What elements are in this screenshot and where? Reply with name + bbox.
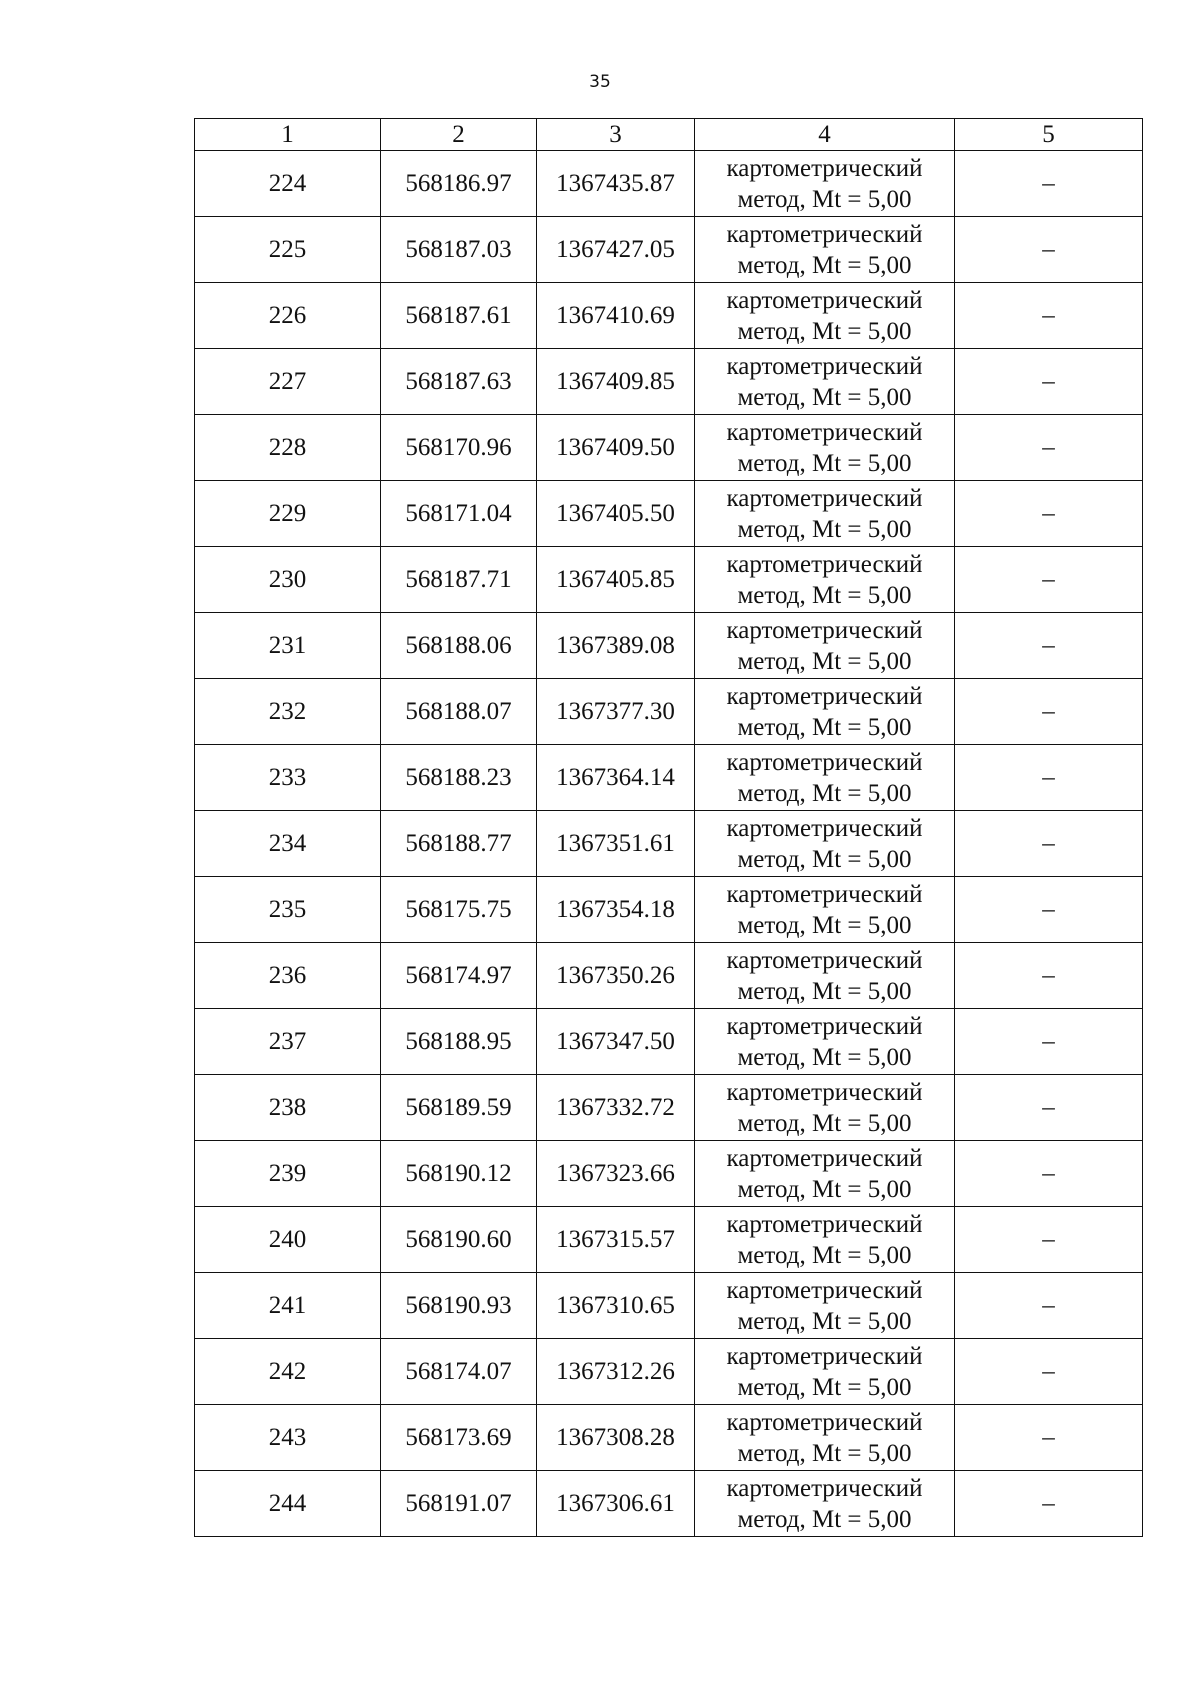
method-line-1: картометрический [726,946,923,974]
y-coordinate-cell: 1367389.08 [537,613,695,679]
y-coordinate-cell: 1367323.66 [537,1141,695,1207]
x-coordinate-cell: 568188.23 [381,745,537,811]
method-line-2: метод, Mt = 5,00 [737,1439,912,1467]
method-line-2: метод, Mt = 5,00 [737,1373,912,1401]
table-row [195,1075,1143,1141]
x-coordinate-cell: 568188.95 [381,1009,537,1075]
method-line-1: картометрический [726,286,923,314]
table-row [195,1471,1143,1537]
table-row [195,745,1143,811]
point-number-cell: 234 [195,811,381,877]
method-line-1: картометрический [726,814,923,842]
method-line-1: картометрический [726,616,923,644]
point-number-cell: 243 [195,1405,381,1471]
method-cell [695,1405,955,1471]
method-cell [695,283,955,349]
y-coordinate-cell: 1367410.69 [537,283,695,349]
x-coordinate-cell: 568187.63 [381,349,537,415]
note-cell: – [955,283,1143,349]
table-row [195,547,1143,613]
method-line-1: картометрический [726,1342,923,1370]
method-cell [695,1273,955,1339]
x-coordinate-cell: 568175.75 [381,877,537,943]
method-line-1: картометрический [726,880,923,908]
method-line-1: картометрический [726,682,923,710]
y-coordinate-cell: 1367350.26 [537,943,695,1009]
point-number-cell: 241 [195,1273,381,1339]
y-coordinate-cell: 1367312.26 [537,1339,695,1405]
method-line-2: метод, Mt = 5,00 [737,713,912,741]
method-line-2: метод, Mt = 5,00 [737,779,912,807]
method-cell [695,415,955,481]
method-cell [695,943,955,1009]
method-line-2: метод, Mt = 5,00 [737,251,912,279]
note-cell: – [955,217,1143,283]
table-row [195,283,1143,349]
table-header [195,119,1143,151]
column-header-3: 3 [537,119,695,151]
method-line-1: картометрический [726,1210,923,1238]
point-number-cell: 238 [195,1075,381,1141]
y-coordinate-cell: 1367405.50 [537,481,695,547]
note-cell: – [955,811,1143,877]
method-line-1: картометрический [726,352,923,380]
y-coordinate-cell: 1367405.85 [537,547,695,613]
x-coordinate-cell: 568191.07 [381,1471,537,1537]
note-cell: – [955,349,1143,415]
table-row [195,1339,1143,1405]
method-cell [695,1141,955,1207]
point-number-cell: 240 [195,1207,381,1273]
note-cell: – [955,1009,1143,1075]
method-cell [695,811,955,877]
note-cell: – [955,1075,1143,1141]
method-cell [695,613,955,679]
method-line-2: метод, Mt = 5,00 [737,317,912,345]
method-cell [695,1075,955,1141]
point-number-cell: 231 [195,613,381,679]
y-coordinate-cell: 1367332.72 [537,1075,695,1141]
coordinates-table [194,118,1143,1537]
point-number-cell: 236 [195,943,381,1009]
method-line-1: картометрический [726,484,923,512]
point-number-cell: 244 [195,1471,381,1537]
x-coordinate-cell: 568171.04 [381,481,537,547]
table-row [195,1141,1143,1207]
table-row [195,217,1143,283]
y-coordinate-cell: 1367377.30 [537,679,695,745]
note-cell: – [955,547,1143,613]
y-coordinate-cell: 1367364.14 [537,745,695,811]
method-line-1: картометрический [726,154,923,182]
note-cell: – [955,1141,1143,1207]
x-coordinate-cell: 568188.07 [381,679,537,745]
table-row [195,1273,1143,1339]
method-line-1: картометрический [726,748,923,776]
column-header-1: 1 [195,119,381,151]
point-number-cell: 226 [195,283,381,349]
note-cell: – [955,1471,1143,1537]
note-cell: – [955,415,1143,481]
point-number-cell: 239 [195,1141,381,1207]
method-cell [695,1009,955,1075]
column-header-4: 4 [695,119,955,151]
note-cell: – [955,1405,1143,1471]
point-number-cell: 229 [195,481,381,547]
note-cell: – [955,745,1143,811]
y-coordinate-cell: 1367427.05 [537,217,695,283]
table-row [195,349,1143,415]
method-cell [695,1207,955,1273]
method-line-1: картометрический [726,550,923,578]
method-line-2: метод, Mt = 5,00 [737,581,912,609]
note-cell: – [955,1273,1143,1339]
x-coordinate-cell: 568190.60 [381,1207,537,1273]
table-row [195,481,1143,547]
y-coordinate-cell: 1367315.57 [537,1207,695,1273]
x-coordinate-cell: 568174.07 [381,1339,537,1405]
x-coordinate-cell: 568187.61 [381,283,537,349]
method-line-1: картометрический [726,1276,923,1304]
method-cell [695,217,955,283]
method-cell [695,151,955,217]
method-line-2: метод, Mt = 5,00 [737,449,912,477]
page-number: 35 [589,72,611,92]
method-line-2: метод, Mt = 5,00 [737,977,912,1005]
table-row [195,811,1143,877]
y-coordinate-cell: 1367308.28 [537,1405,695,1471]
method-cell [695,349,955,415]
note-cell: – [955,481,1143,547]
table-row [195,151,1143,217]
y-coordinate-cell: 1367306.61 [537,1471,695,1537]
table-row [195,415,1143,481]
method-line-2: метод, Mt = 5,00 [737,1109,912,1137]
method-line-2: метод, Mt = 5,00 [737,911,912,939]
method-line-2: метод, Mt = 5,00 [737,647,912,675]
method-line-1: картометрический [726,1408,923,1436]
method-line-2: метод, Mt = 5,00 [737,1505,912,1533]
point-number-cell: 232 [195,679,381,745]
table-row [195,1405,1143,1471]
table-body [195,151,1143,1537]
x-coordinate-cell: 568190.12 [381,1141,537,1207]
table-row [195,613,1143,679]
column-header-2: 2 [381,119,537,151]
x-coordinate-cell: 568187.03 [381,217,537,283]
column-header-5: 5 [955,119,1143,151]
point-number-cell: 224 [195,151,381,217]
method-cell [695,1471,955,1537]
point-number-cell: 230 [195,547,381,613]
method-line-2: метод, Mt = 5,00 [737,1241,912,1269]
note-cell: – [955,1339,1143,1405]
method-cell [695,877,955,943]
note-cell: – [955,613,1143,679]
table-row [195,877,1143,943]
y-coordinate-cell: 1367310.65 [537,1273,695,1339]
note-cell: – [955,679,1143,745]
point-number-cell: 242 [195,1339,381,1405]
method-line-2: метод, Mt = 5,00 [737,1043,912,1071]
table-row [195,1009,1143,1075]
point-number-cell: 228 [195,415,381,481]
method-line-2: метод, Mt = 5,00 [737,1307,912,1335]
point-number-cell: 235 [195,877,381,943]
note-cell: – [955,151,1143,217]
method-line-1: картометрический [726,220,923,248]
y-coordinate-cell: 1367435.87 [537,151,695,217]
method-cell [695,481,955,547]
point-number-cell: 227 [195,349,381,415]
x-coordinate-cell: 568188.77 [381,811,537,877]
method-line-1: картометрический [726,1474,923,1502]
note-cell: – [955,943,1143,1009]
y-coordinate-cell: 1367354.18 [537,877,695,943]
method-cell [695,547,955,613]
method-line-1: картометрический [726,1144,923,1172]
method-cell [695,679,955,745]
y-coordinate-cell: 1367409.50 [537,415,695,481]
method-line-1: картометрический [726,1012,923,1040]
point-number-cell: 225 [195,217,381,283]
y-coordinate-cell: 1367347.50 [537,1009,695,1075]
x-coordinate-cell: 568189.59 [381,1075,537,1141]
note-cell: – [955,1207,1143,1273]
x-coordinate-cell: 568174.97 [381,943,537,1009]
method-line-2: метод, Mt = 5,00 [737,515,912,543]
method-line-1: картометрический [726,1078,923,1106]
table-row [195,943,1143,1009]
method-line-2: метод, Mt = 5,00 [737,383,912,411]
x-coordinate-cell: 568170.96 [381,415,537,481]
x-coordinate-cell: 568190.93 [381,1273,537,1339]
point-number-cell: 237 [195,1009,381,1075]
method-line-2: метод, Mt = 5,00 [737,185,912,213]
method-line-1: картометрический [726,418,923,446]
x-coordinate-cell: 568188.06 [381,613,537,679]
method-line-2: метод, Mt = 5,00 [737,1175,912,1203]
note-cell: – [955,877,1143,943]
point-number-cell: 233 [195,745,381,811]
x-coordinate-cell: 568186.97 [381,151,537,217]
table-row [195,1207,1143,1273]
header-row [195,119,1143,151]
x-coordinate-cell: 568173.69 [381,1405,537,1471]
y-coordinate-cell: 1367351.61 [537,811,695,877]
x-coordinate-cell: 568187.71 [381,547,537,613]
y-coordinate-cell: 1367409.85 [537,349,695,415]
table-row [195,679,1143,745]
method-cell [695,745,955,811]
method-line-2: метод, Mt = 5,00 [737,845,912,873]
method-cell [695,1339,955,1405]
